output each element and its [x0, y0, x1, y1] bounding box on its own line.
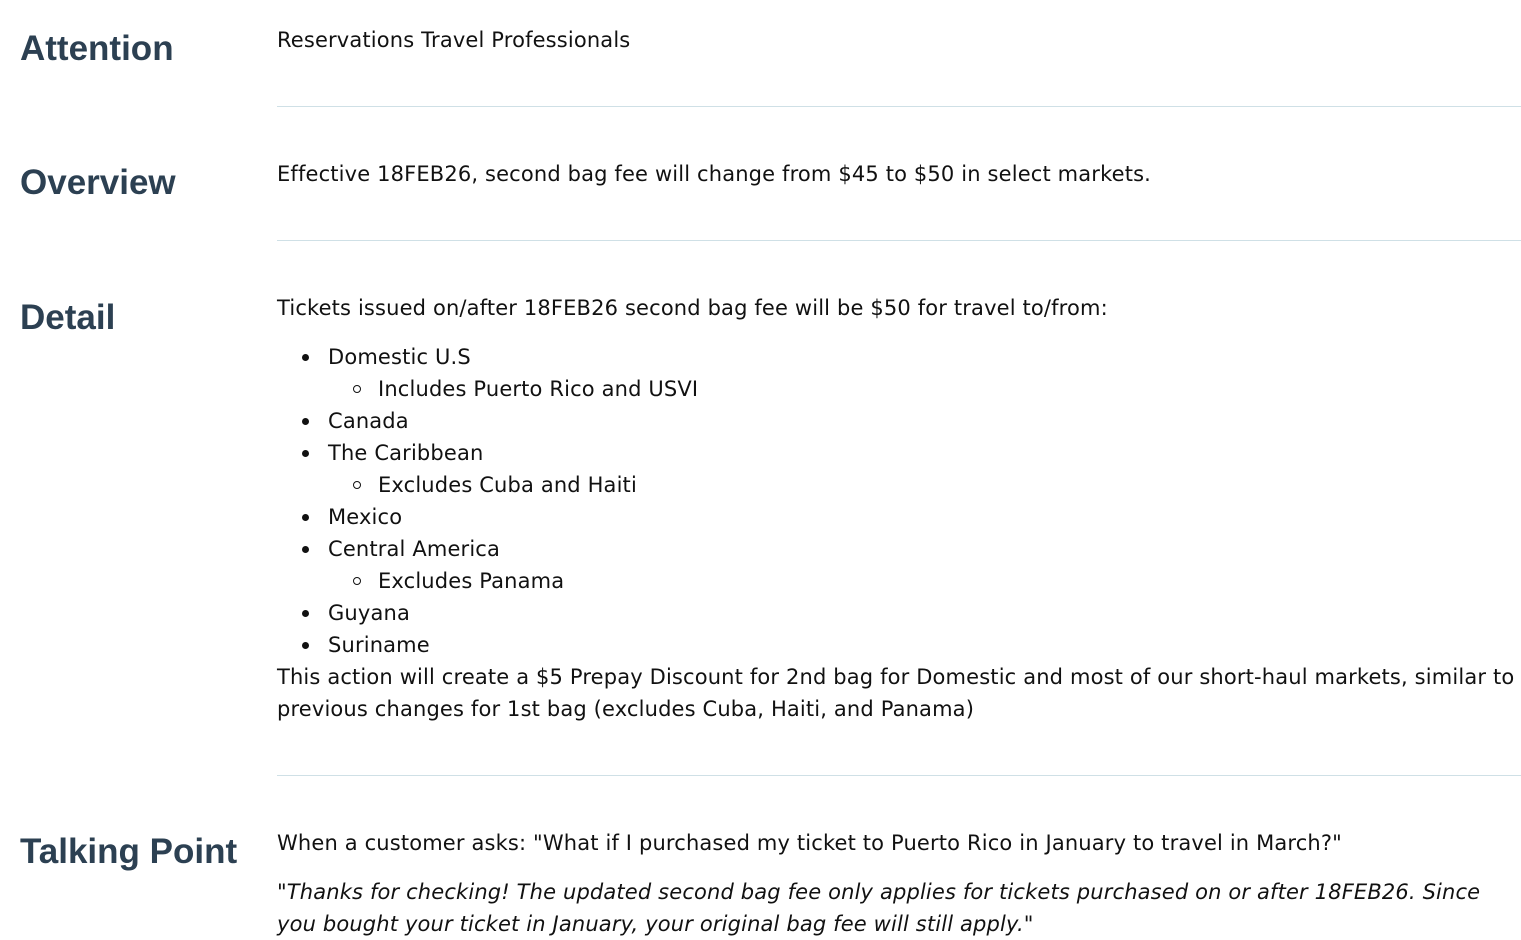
detail-heading: Detail: [20, 298, 116, 337]
market-item: [277, 597, 1521, 629]
market-item: [277, 629, 1521, 661]
market-label: Domestic U.S: [328, 345, 471, 369]
market-exception-item: Excludes Cuba and Haiti: [328, 469, 1521, 501]
market-label: Mexico: [328, 505, 403, 529]
market-item: [277, 405, 1521, 437]
market-item: [277, 437, 1521, 501]
talking-point-heading: Talking Point: [20, 832, 238, 871]
market-item: [277, 341, 1521, 405]
market-label: Central America: [328, 537, 501, 561]
overview-heading: Overview: [20, 163, 176, 202]
detail-content: [277, 292, 1521, 725]
suggested-answer: "Thanks for checking! The updated second bag fee only applies for tickets purchased on or after 18FEB26. Since you bought your ticket in January, your original bag fee will still apply.": [277, 880, 1481, 936]
attention-text: Reservations Travel Professionals: [277, 28, 631, 52]
market-item: [277, 501, 1521, 533]
market-label: The Caribbean: [328, 441, 484, 465]
customer-question: When a customer asks: "What if I purchased my ticket to Puerto Rico in January to travel in March?": [277, 831, 1342, 855]
divider: [277, 775, 1521, 776]
divider: [277, 240, 1521, 241]
market-exception-item: Includes Puerto Rico and USVI: [328, 373, 1521, 405]
market-label: Guyana: [328, 601, 410, 625]
divider: [277, 106, 1521, 107]
market-item: [277, 533, 1521, 597]
market-label: Suriname: [328, 633, 430, 657]
market-exception-item: Excludes Panama: [328, 565, 1521, 597]
attention-heading: Attention: [20, 29, 174, 68]
market-list: [277, 341, 1521, 661]
market-label: Canada: [328, 409, 409, 433]
overview-text: Effective 18FEB26, second bag fee will change from $45 to $50 in select markets.: [277, 162, 1152, 186]
detail-closing: This action will create a $5 Prepay Discount for 2nd bag for Domestic and most of our short-haul markets, similar to previous changes for 1st bag (excludes Cuba, Haiti, and Panama): [277, 665, 1515, 721]
detail-intro: Tickets issued on/after 18FEB26 second bag fee will be $50 for travel to/from:: [277, 296, 1108, 320]
market-sublist: [328, 565, 1521, 597]
market-sublist: [328, 373, 1521, 405]
market-sublist: [328, 469, 1521, 501]
talking-point-content: [277, 827, 1521, 940]
